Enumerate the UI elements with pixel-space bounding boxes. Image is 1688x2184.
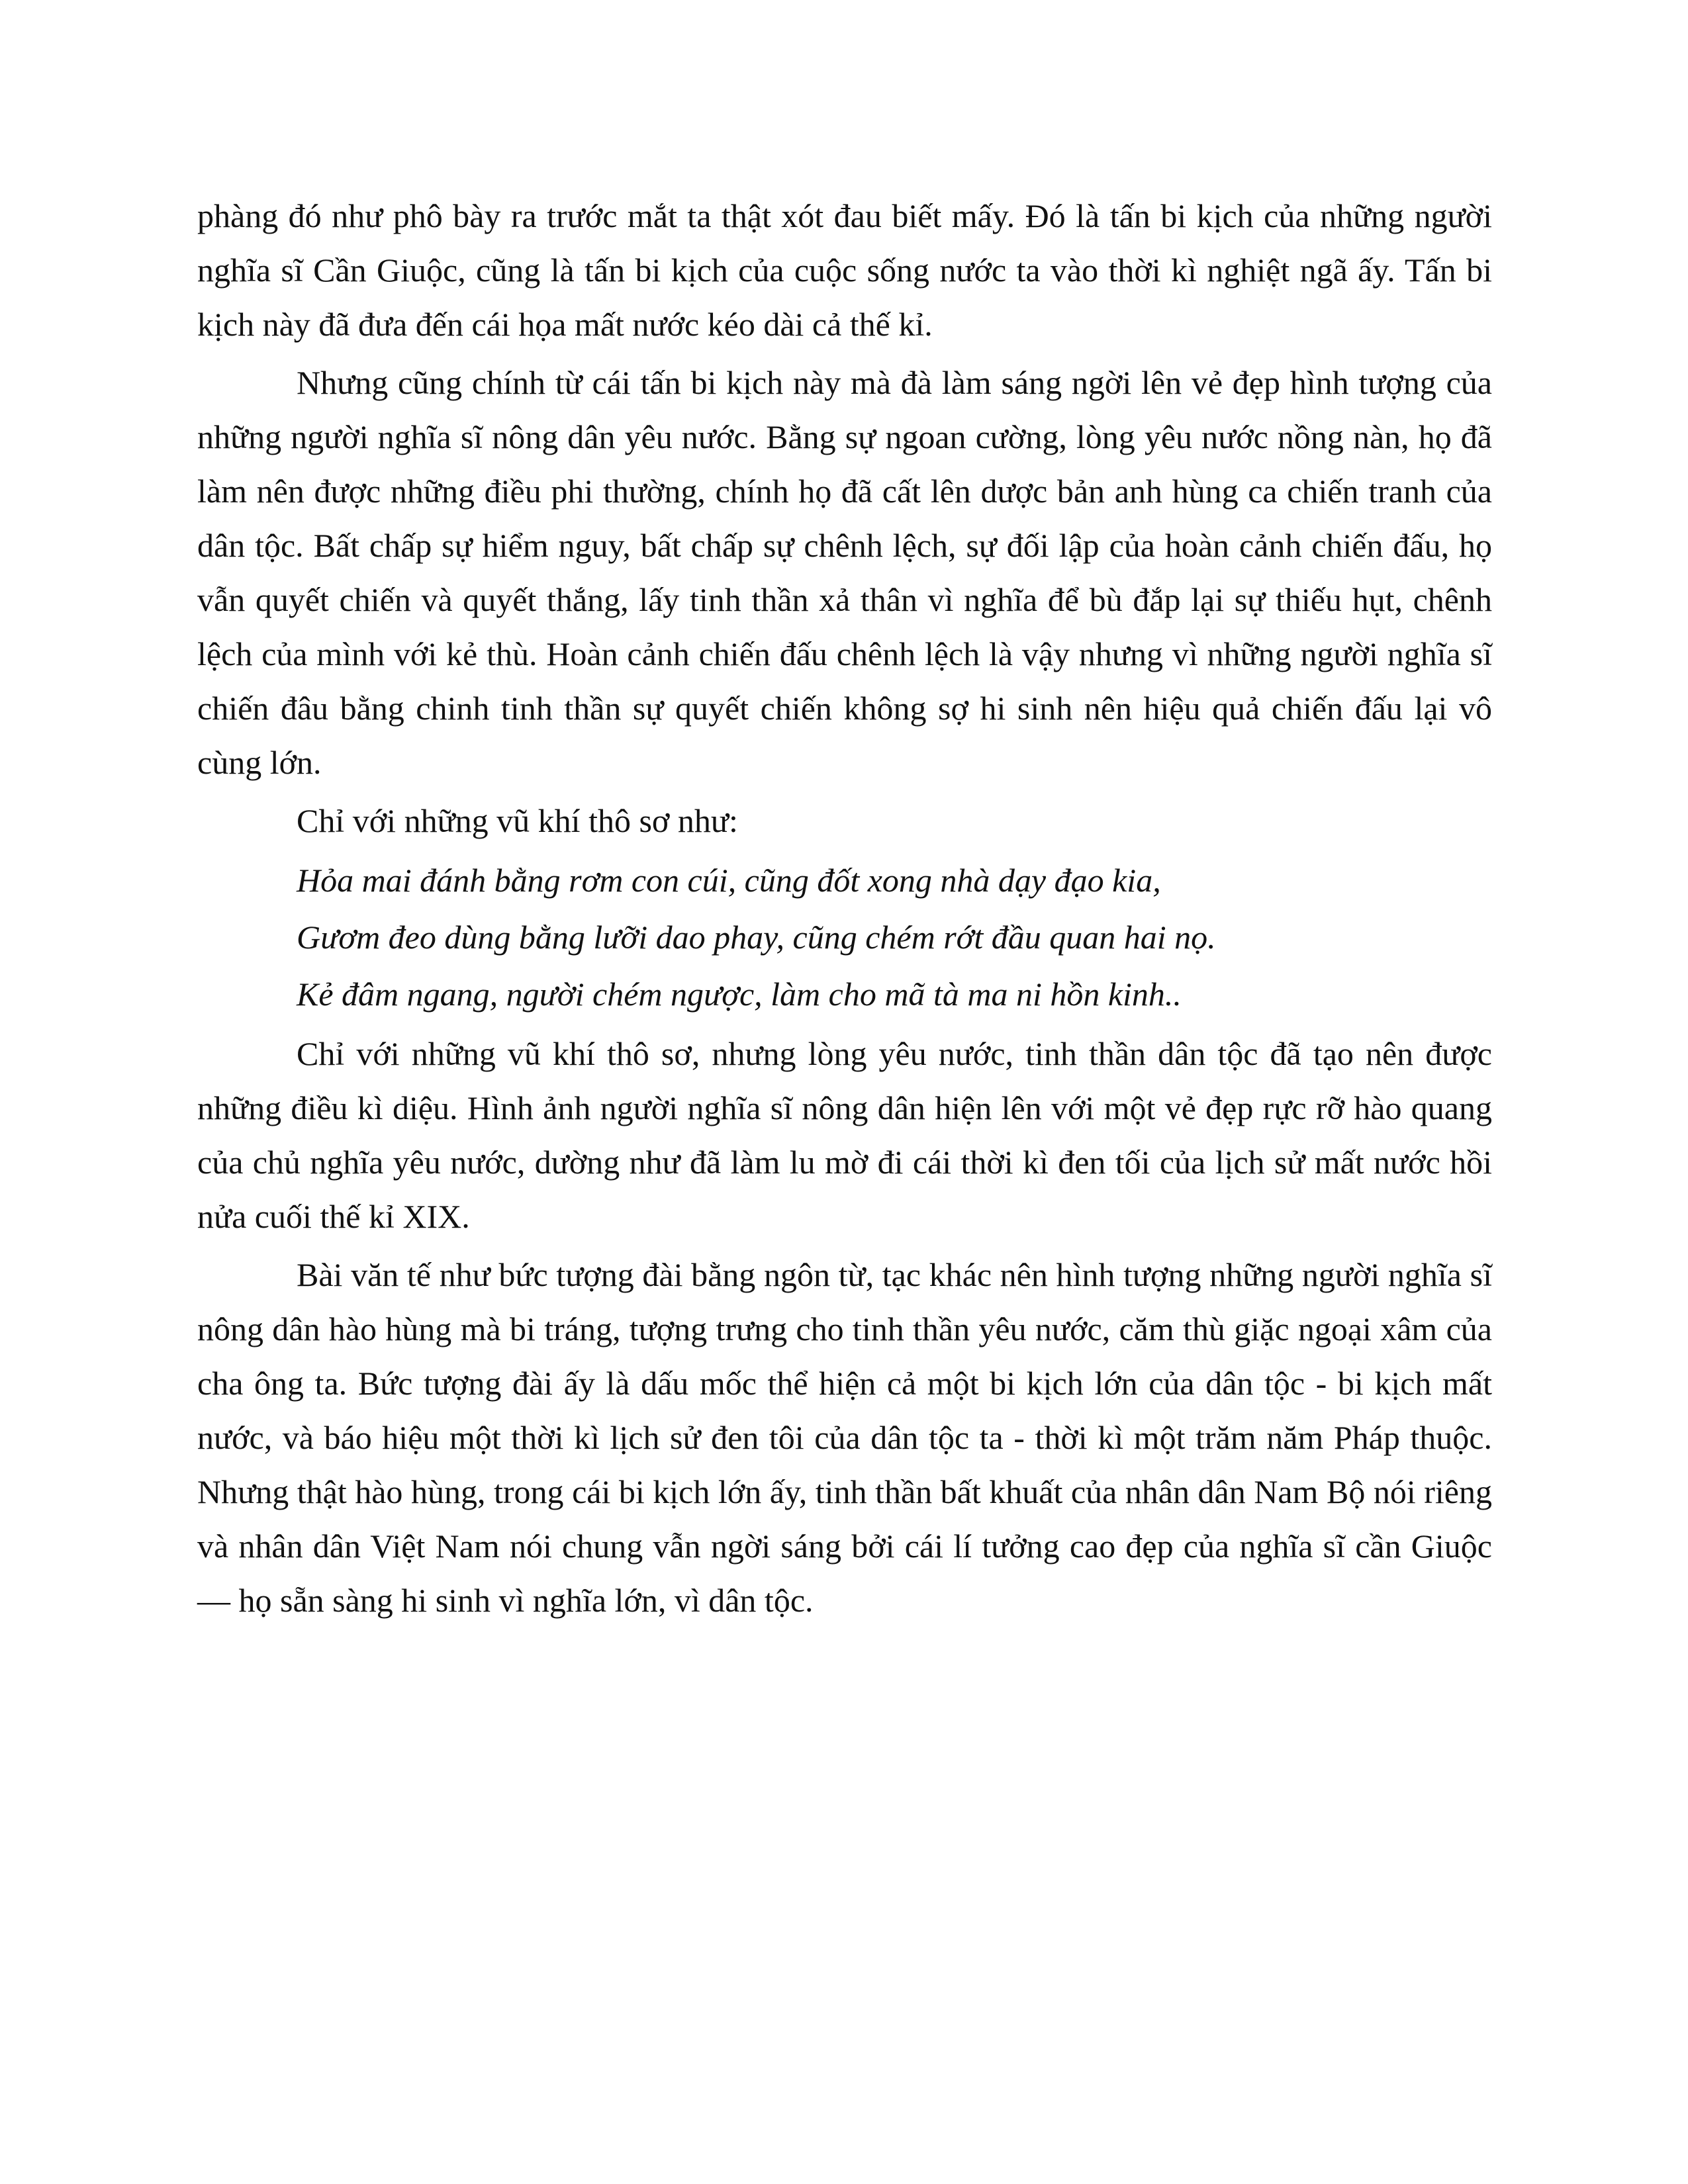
paragraph-miracle: Chỉ với những vũ khí thô sơ, nhưng lòng yêu nước, tinh thần dân tộc đã tạo nên được những điều kì diệu. Hình ảnh người nghĩa sĩ nông dân hiện lên với một vẻ đẹp rực rỡ hào quang của chủ nghĩa yêu nước, dường như đã làm lu mờ đi cái thời kì đen tối của lịch sử mất nước hồi nửa cuối thế kỉ XIX. (197, 1035, 1492, 1235)
verse-line: Hỏa mai đánh bằng rơm con cúi, cũng đốt xong nhà dạy đạo kia, (297, 862, 1161, 899)
verse-line: Gươm đeo dùng bằng lưỡi dao phay, cũng chém rớt đầu quan hai nọ. (297, 919, 1216, 956)
paragraph-conclusion: Bài văn tế như bức tượng đài bằng ngôn từ, tạc khác nên hình tượng những người nghĩa sĩ nông dân hào hùng mà bi tráng, tượng trưng cho tinh thần yêu nước, căm thù giặc ngoại xâm của cha ông ta. Bức tượng đài ấy là dấu mốc thể hiện cả một bi kịch lớn của dân tộc - bi kịch mất nước, và báo hiệu một thời kì lịch sử đen tôi của dân tộc ta - thời kì một trăm năm Pháp thuộc. Nhưng thật hào hùng, trong cái bi kịch lớn ấy, tinh thần bất khuất của nhân dân Nam Bộ nói riêng và nhân dân Việt Nam nói chung vẫn ngời sáng bởi cái lí tưởng cao đẹp của nghĩa sĩ cần Giuộc — họ sẵn sàng hi sinh vì nghĩa lớn, vì dân tộc. (197, 1256, 1492, 1619)
paragraph-continuation: phàng đó như phô bày ra trước mắt ta thật xót đau biết mấy. Đó là tấn bi kịch của những người nghĩa sĩ Cần Giuộc, cũng là tấn bi kịch của cuộc sống nước ta vào thời kì nghiệt ngã ấy. Tấn bi kịch này đã đưa đến cái họa mất nước kéo dài cả thế kỉ. (197, 197, 1492, 343)
document-body (197, 189, 1492, 1631)
paragraph-heroic-image: Nhưng cũng chính từ cái tấn bi kịch này mà đà làm sáng ngời lên vẻ đẹp hình tượng của những người nghĩa sĩ nông dân yêu nước. Bằng sự ngoan cường, lòng yêu nước nồng nàn, họ đã làm nên được những điều phi thường, chính họ đã cất lên dược bản anh hùng ca chiến tranh của dân tộc. Bất chấp sự hiểm nguy, bất chấp sự chênh lệch, sự đối lập của hoàn cảnh chiến đấu, họ vẫn quyết chiến và quyết thắng, lấy tinh thần xả thân vì nghĩa để bù đắp lại sự thiếu hụt, chênh lệch của mình với kẻ thù. Hoàn cảnh chiến đấu chênh lệch là vậy nhưng vì những người nghĩa sĩ chiến đâu bằng chinh tinh thần sự quyết chiến không sợ hi sinh nên hiệu quả chiến đấu lại vô cùng lớn. (197, 364, 1492, 781)
quoted-verses (197, 852, 1492, 1023)
paragraph-weapons-intro: Chỉ với những vũ khí thô sơ như: (297, 802, 738, 839)
verse-line: Kẻ đâm ngang, người chém ngược, làm cho mã tà ma ni hồn kinh.. (297, 976, 1182, 1013)
